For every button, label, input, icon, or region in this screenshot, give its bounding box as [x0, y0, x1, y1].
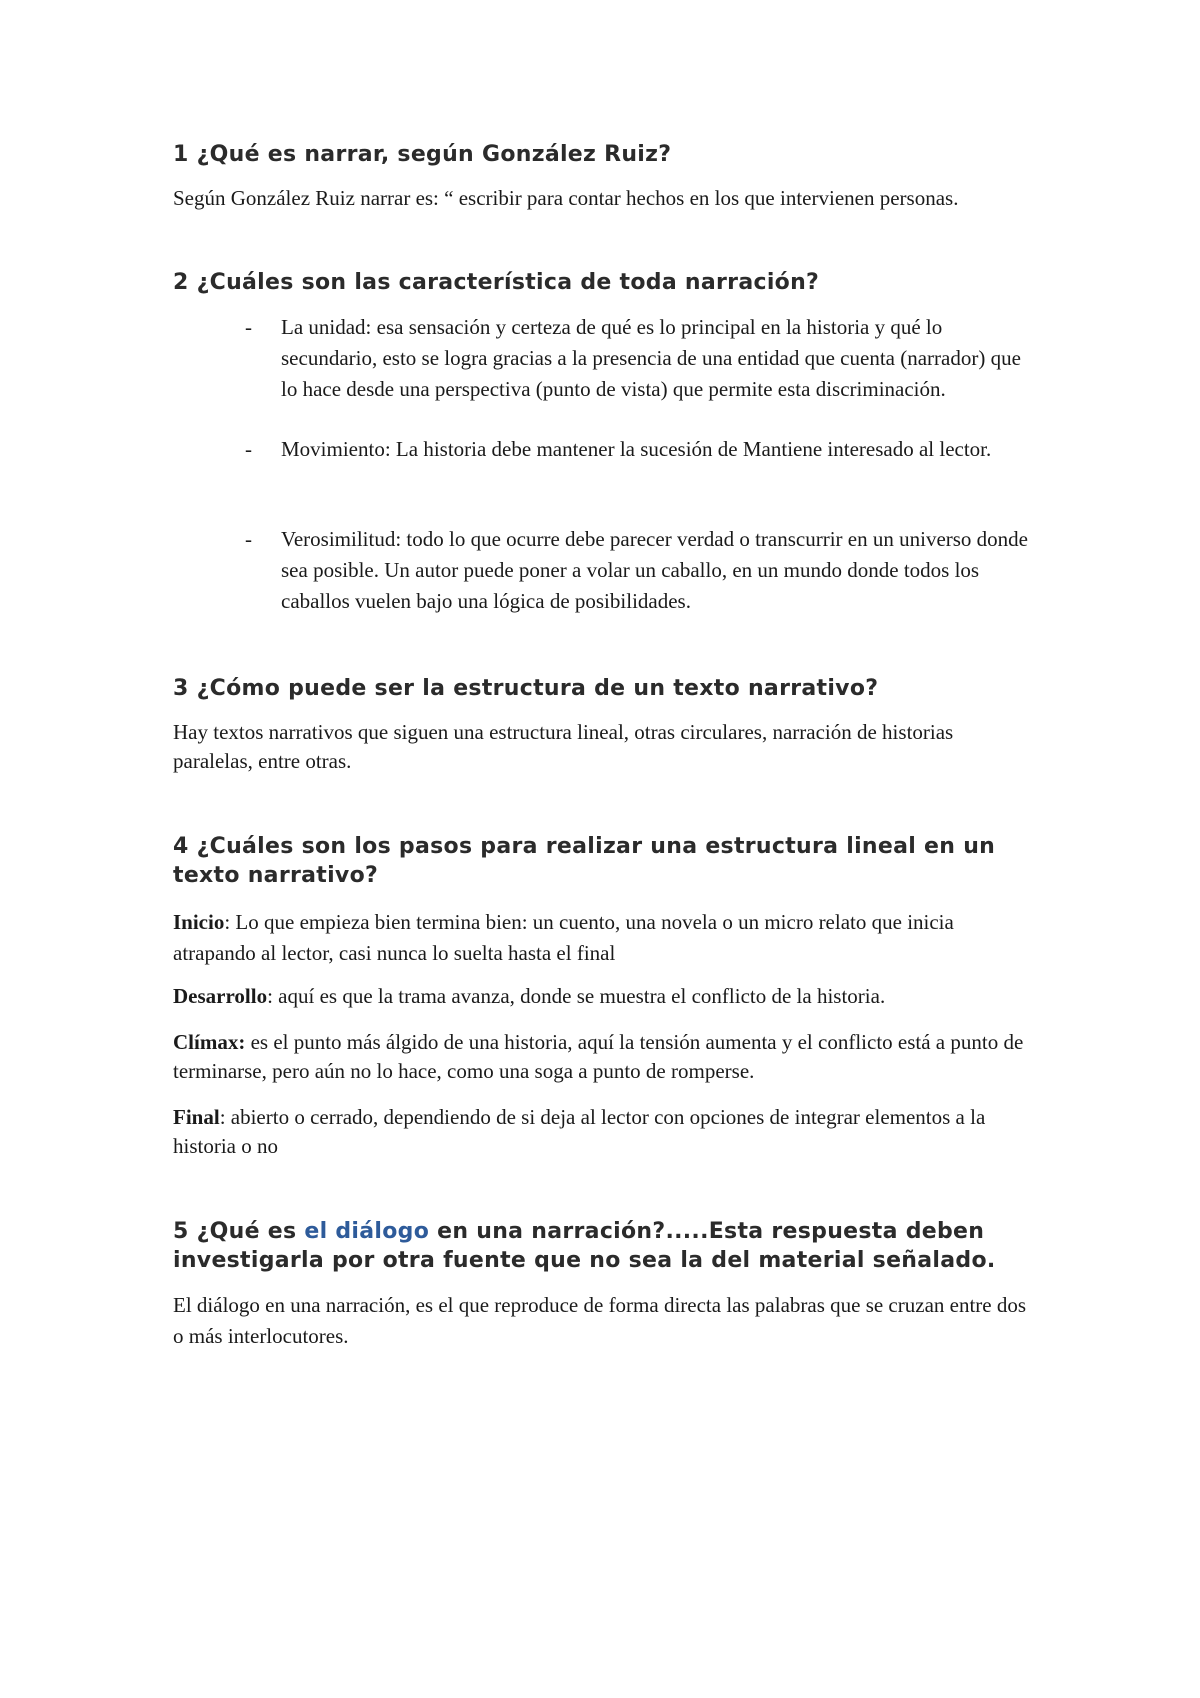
characteristics-list — [173, 312, 1033, 617]
list-item-text: Movimiento: La historia debe mantener la sucesión de Mantiene interesado al lector. — [281, 437, 992, 461]
step-term: Desarrollo — [173, 984, 268, 1008]
question-5-heading — [173, 1217, 1033, 1275]
step-final — [173, 1103, 1033, 1161]
step-term: Inicio — [173, 910, 225, 934]
step-text: : aquí es que la trama avanza, donde se muestra el conflicto de la historia. — [267, 984, 886, 1008]
question-3-heading: 3 ¿Cómo puede ser la estructura de un texto narrativo? — [173, 676, 879, 701]
list-item — [173, 524, 1033, 617]
step-term: Final — [173, 1105, 220, 1129]
step-text: : Lo que empieza bien termina bien: un cuento, una novela o un micro relato que inicia atrapando al lector, casi nunca lo suelta hasta el final — [173, 910, 954, 965]
list-item-text: La unidad: esa sensación y certeza de qué es lo principal en la historia y qué lo secundario, esto se logra gracias a la presencia de una entidad que cuenta (narrador) que lo hace desde una perspectiva (punto de vista) que permite esta discriminación. — [281, 315, 1021, 401]
list-item-text: Verosimilitud: todo lo que ocurre debe parecer verdad o transcurrir en un universo donde sea posible. Un autor puede poner a volar un caballo, en un mundo donde todos los caballos vuelen bajo una lógica de posibilidades. — [281, 527, 1028, 613]
bullet-dash: - — [245, 315, 252, 339]
document-content — [173, 140, 1033, 1352]
step-text: : abierto o cerrado, dependiendo de si deja al lector con opciones de integrar elementos a la historia o no — [173, 1105, 986, 1158]
step-text: es el punto más álgido de una historia, aquí la tensión aumenta y el conflicto está a punto de terminarse, pero aún no lo hace, como una soga a punto de romperse. — [173, 1030, 1024, 1083]
heading-accent: el diálogo — [304, 1219, 430, 1244]
step-climax — [173, 1028, 1033, 1086]
question-2-heading: 2 ¿Cuáles son las característica de toda narración? — [173, 270, 820, 295]
step-desarrollo — [173, 982, 1033, 1011]
step-inicio — [173, 907, 1033, 969]
step-term: Clímax: — [173, 1030, 246, 1054]
bullet-dash: - — [245, 527, 252, 551]
list-item — [173, 434, 1033, 465]
question-4-heading: 4 ¿Cuáles son los pasos para realizar una estructura lineal en un texto narrativo? — [173, 834, 996, 888]
question-3-answer: Hay textos narrativos que siguen una estructura lineal, otras circulares, narración de historias paralelas, entre otras. — [173, 720, 954, 773]
bullet-dash: - — [245, 437, 252, 461]
question-1-heading: 1 ¿Qué es narrar, según González Ruiz? — [173, 142, 672, 167]
question-5-answer: El diálogo en una narración, es el que reproduce de forma directa las palabras que se cruzan entre dos o más interlocutores. — [173, 1293, 1027, 1348]
heading-suffix: en una narración?.....Esta respuesta deben investigarla por otra fuente que no sea la del material señalado. — [173, 1219, 996, 1273]
list-item — [173, 312, 1033, 405]
heading-prefix: 5 ¿Qué es — [173, 1219, 305, 1244]
question-1-answer: Según González Ruiz narrar es: “ escribir para contar hechos en los que intervienen personas. — [173, 186, 959, 210]
